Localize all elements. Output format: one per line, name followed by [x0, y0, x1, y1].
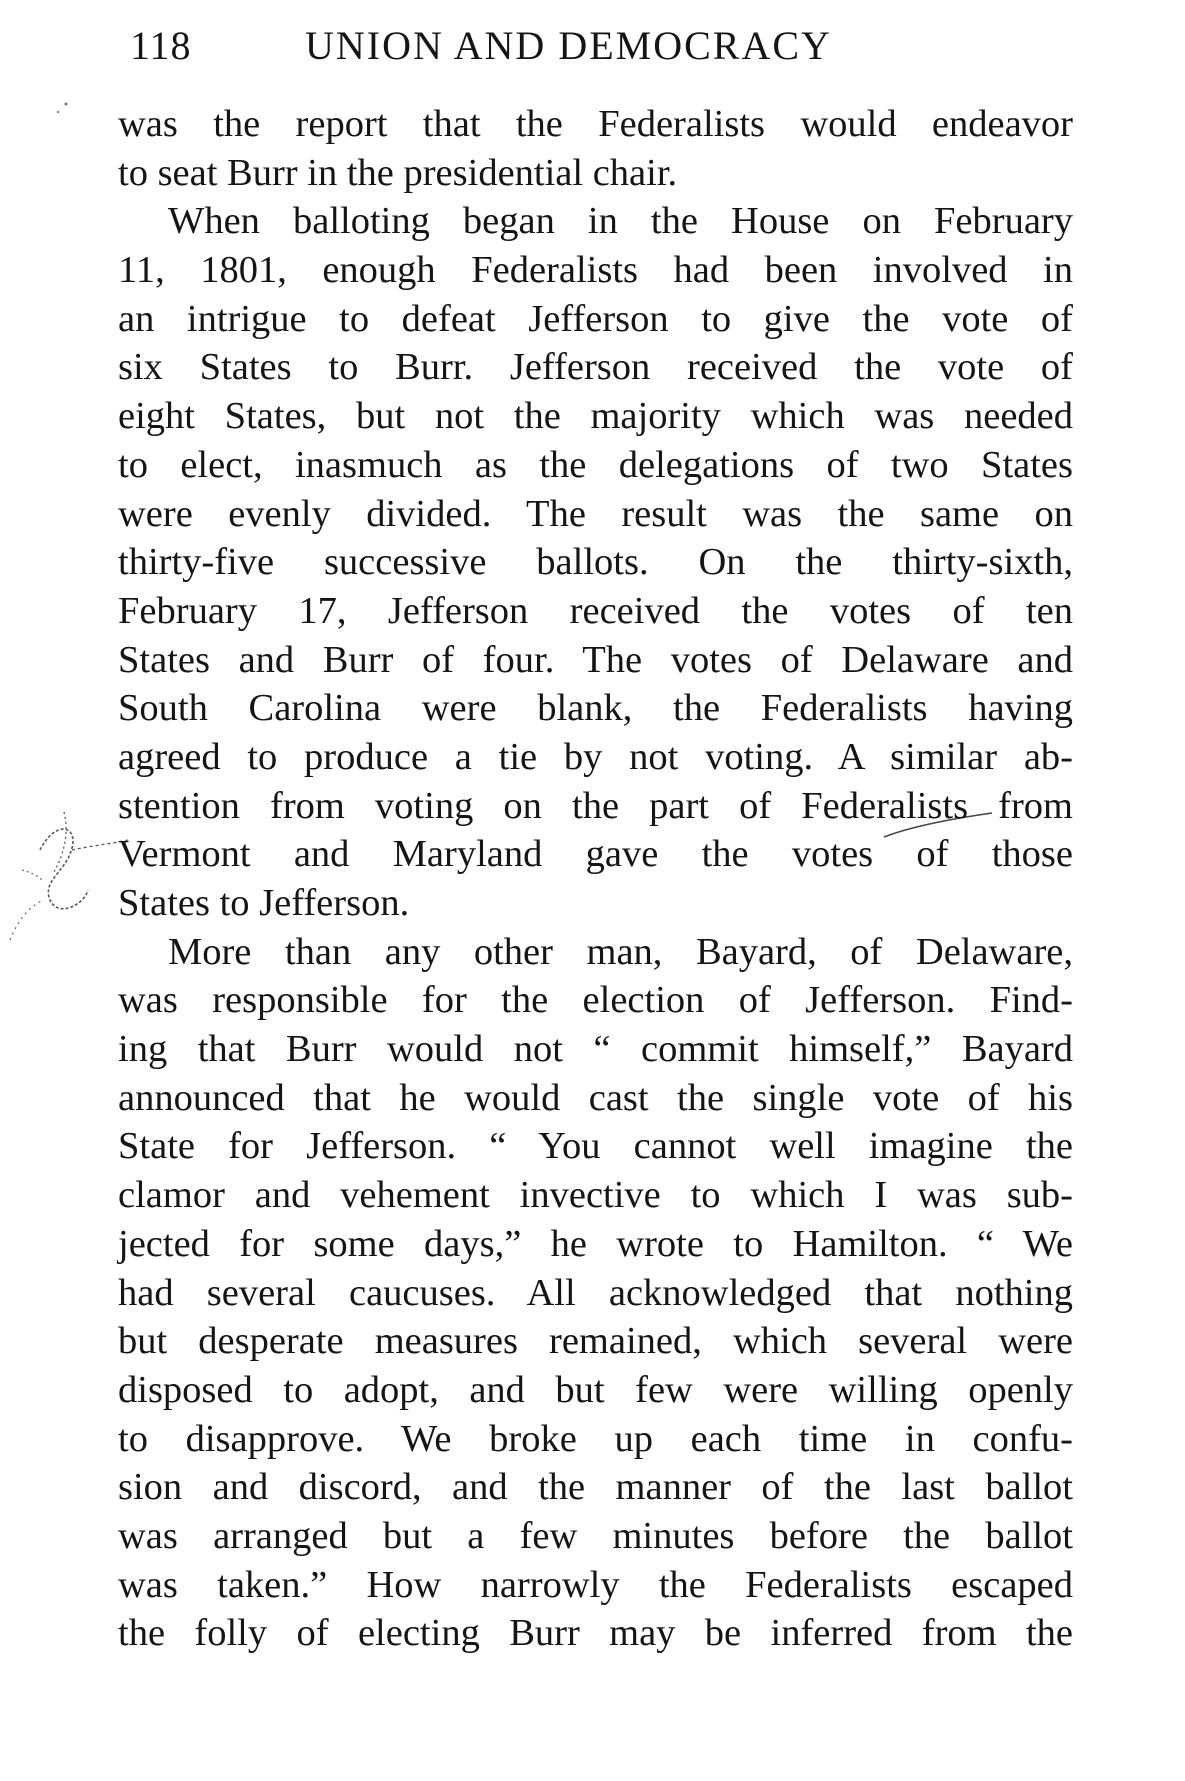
- text-line: 11, 1801, enough Federalists had been involved in: [118, 249, 1073, 292]
- body-text: [118, 100, 1073, 1658]
- text-line: but desperate measures remained, which several were: [118, 1320, 1073, 1363]
- text-line: agreed to produce a tie by not voting. A similar ab-: [118, 735, 1073, 778]
- text-line: to elect, inasmuch as the delegations of two States: [118, 443, 1073, 486]
- text-line: sion and discord, and the manner of the last ballot: [118, 1466, 1073, 1509]
- text-line: to disapprove. We broke up each time in confu-: [118, 1417, 1073, 1460]
- text-line: stention from voting on the part of Federalists from: [118, 784, 1073, 827]
- text-line: When balloting began in the House on February: [168, 200, 1073, 243]
- text-line: announced that he would cast the single vote of his: [118, 1076, 1073, 1119]
- text-line: an intrigue to defeat Jefferson to give the vote of: [118, 297, 1073, 340]
- text-line: clamor and vehement invective to which I was sub-: [118, 1174, 1073, 1217]
- text-line: eight States, but not the majority which was needed: [118, 395, 1073, 438]
- text-line: States and Burr of four. The votes of Delaware and: [118, 638, 1073, 681]
- text-line: was arranged but a few minutes before the ballot: [118, 1514, 1073, 1557]
- text-line: disposed to adopt, and but few were willing openly: [118, 1368, 1073, 1411]
- text-line: South Carolina were blank, the Federalists having: [118, 687, 1073, 730]
- text-line: jected for some days,” he wrote to Hamilton. “ We: [118, 1222, 1073, 1265]
- page-header: [130, 22, 1120, 78]
- text-line: were evenly divided. The result was the same on: [118, 492, 1073, 535]
- text-line: to seat Burr in the presidential chair.: [118, 151, 678, 194]
- text-line: the folly of electing Burr may be inferred from the: [118, 1612, 1073, 1655]
- text-line: was taken.” How narrowly the Federalists escaped: [118, 1563, 1073, 1606]
- page-number: 118: [130, 23, 192, 68]
- text-line: ing that Burr would not “ commit himself,” Bayard: [118, 1028, 1073, 1071]
- text-line: six States to Burr. Jefferson received the vote of: [118, 346, 1073, 389]
- text-line: was the report that the Federalists would endeavor: [118, 103, 1073, 145]
- text-line: State for Jefferson. “ You cannot well imagine the: [118, 1125, 1073, 1168]
- text-line: Vermont and Maryland gave the votes of those: [118, 833, 1073, 876]
- text-line: was responsible for the election of Jefferson. Find-: [118, 979, 1073, 1022]
- text-line: had several caucuses. All acknowledged that nothing: [118, 1271, 1073, 1314]
- text-line: More than any other man, Bayard, of Delaware,: [168, 930, 1073, 973]
- running-title: UNION AND DEMOCRACY: [305, 23, 832, 68]
- text-line: States to Jefferson.: [118, 882, 410, 924]
- text-line: February 17, Jefferson received the votes of ten: [118, 589, 1073, 632]
- text-line: thirty-five successive ballots. On the thirty-sixth,: [118, 541, 1073, 584]
